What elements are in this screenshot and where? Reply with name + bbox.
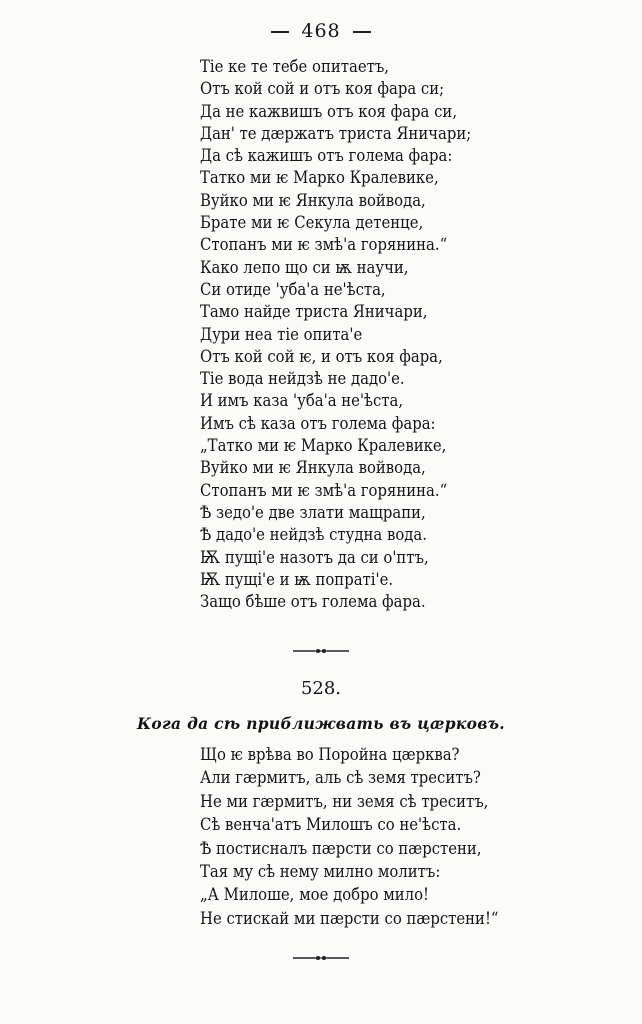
verse-line: Тая му сѣ нему милно молитъ: [200,861,441,881]
divider-ornament-icon [291,953,351,963]
verse-line: Ѣ постисналъ пæрсти со пæрстени, [200,838,482,858]
poem-528 [200,743,499,930]
page-number: 468 [301,20,341,42]
verse-line: „Татко ми ѥ Марко Кралевике, [200,436,447,456]
verse-line: Отъ кой сой ѥ, и отъ коя фара, [200,346,443,366]
verse-line: Тіе вода нейдзѣ не дадо'е. [200,369,405,389]
song-title: Кога да сѣ приближвать въ цæрковъ. [136,714,506,733]
verse-line: Защо бѣше отъ голема фара. [200,592,426,612]
verse-line: Вуйко ми ѥ Янкула войвода, [200,458,426,478]
verse-line: Како лепо що си ѭ научи, [200,257,409,277]
verse-line: Дан' те дæржатъ триста Яничари; [200,123,472,143]
verse-line: Татко ми ѥ Марко Кралевике, [200,168,439,188]
verse-line: Ѣ зедо'е две злати мащрапи, [200,502,426,522]
verse-line: Не ми гæрмитъ, ни земя сѣ треситъ, [200,791,489,811]
page-header [0,20,642,42]
verse-line: Стопанъ ми ѥ змѣ'а горянина.“ [200,235,448,255]
verse-line: Дури неа тіе опита'е [200,324,363,344]
verse-line: Брате ми ѥ Секула детенце, [200,213,424,233]
verse-line: Вуйко ми ѥ Янкула войвода, [200,190,426,210]
verse-line: Али гæрмитъ, аль сѣ земя треситъ? [200,768,481,788]
verse-line: Ѭ пущі'е и ѭ попраті'е. [200,569,394,589]
header-dash-right [353,31,371,33]
verse-line: Имъ сѣ каза отъ голема фара: [200,413,436,433]
verse-line: Стопанъ ми ѥ змѣ'а горянина.“ [200,480,448,500]
verse-line: Ѣ дадо'е нейдзѣ студна вода. [200,525,427,545]
verse-line: И имъ каза 'уба'а не'ѣста, [200,391,404,411]
verse-line: Ѭ пущі'е назотъ да си о'птъ, [200,547,429,567]
verse-line: „А Милоше, мое добро мило! [200,885,429,905]
verse-line: Да сѣ кажишъ отъ голема фара: [200,146,453,166]
verse-line: Не стискай ми пæрсти со пæрстени!“ [200,908,499,928]
verse-line: Отъ кой сой и отъ коя фара си; [200,79,445,99]
verse-line: Си отиде 'уба'а не'ѣста, [200,279,386,299]
verse-line: Що ѥ врѣва во Поройна цæрква? [200,745,460,764]
verse-line: Сѣ венча'атъ Милошъ со не'ѣста. [200,815,462,835]
verse-line: Тамо найде триста Яничари, [200,302,428,322]
end-divider-ornament [0,953,642,963]
divider-ornament-icon [291,646,351,656]
poem-continuation [200,56,471,613]
verse-line: Да не кажвишъ отъ коя фара си, [200,101,458,121]
header-dash-left [271,31,289,33]
section-divider-ornament [0,646,642,656]
verse-line: Тіе ке те тебе опитаетъ, [200,57,389,76]
song-number: 528. [300,678,342,699]
